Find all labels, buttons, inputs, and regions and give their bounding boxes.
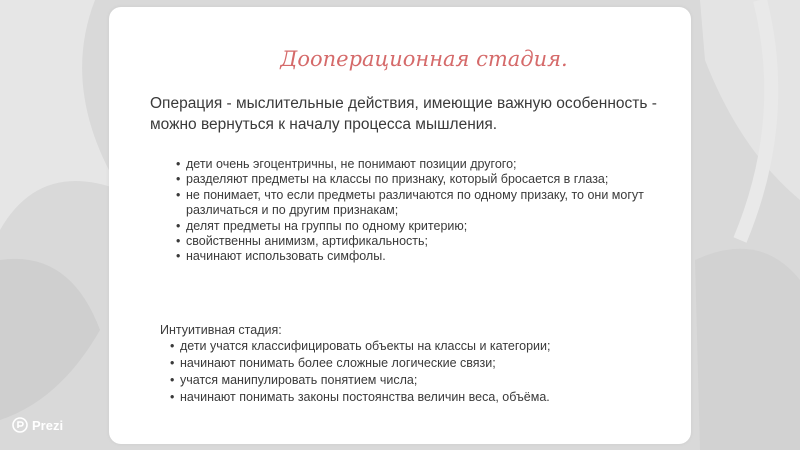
list-item: • начинают понимать более сложные логические связи; (170, 355, 650, 372)
prezi-logo-icon (12, 417, 28, 433)
characteristics-list (176, 157, 646, 265)
prezi-logo-text: Prezi (32, 417, 64, 433)
slide-title: Дооперационная стадия. (280, 47, 568, 71)
list-item: • делят предметы на группы по одному критерию; (176, 219, 646, 234)
list-item: • учатся манипулировать понятием числа; (170, 372, 650, 389)
list-item: • дети учатся классифицировать объекты на классы и категории; (170, 338, 650, 355)
definition-text: Операция - мыслительные действия, имеющие важную особенность - можно вернуться к началу процесса мышления. (150, 95, 657, 133)
prezi-branding (12, 417, 63, 433)
intuitive-stage-list (170, 338, 650, 406)
intuitive-stage-heading: Интуитивная стадия: (160, 323, 282, 337)
list-item: • не понимает, что если предметы различаются по одному призаку, то они могут различаться и по другим признакам; (176, 188, 646, 219)
list-item: • свойственны анимизм, артификальность; (176, 234, 646, 249)
list-item: • начинают использовать симфолы. (176, 249, 646, 264)
slide-card (109, 7, 691, 444)
list-item: • разделяют предметы на классы по признаку, который бросается в глаза; (176, 172, 646, 187)
list-item: • дети очень эгоцентричны, не понимают позиции другого; (176, 157, 646, 172)
list-item: • начинают понимать законы постоянства величин веса, объёма. (170, 389, 650, 406)
